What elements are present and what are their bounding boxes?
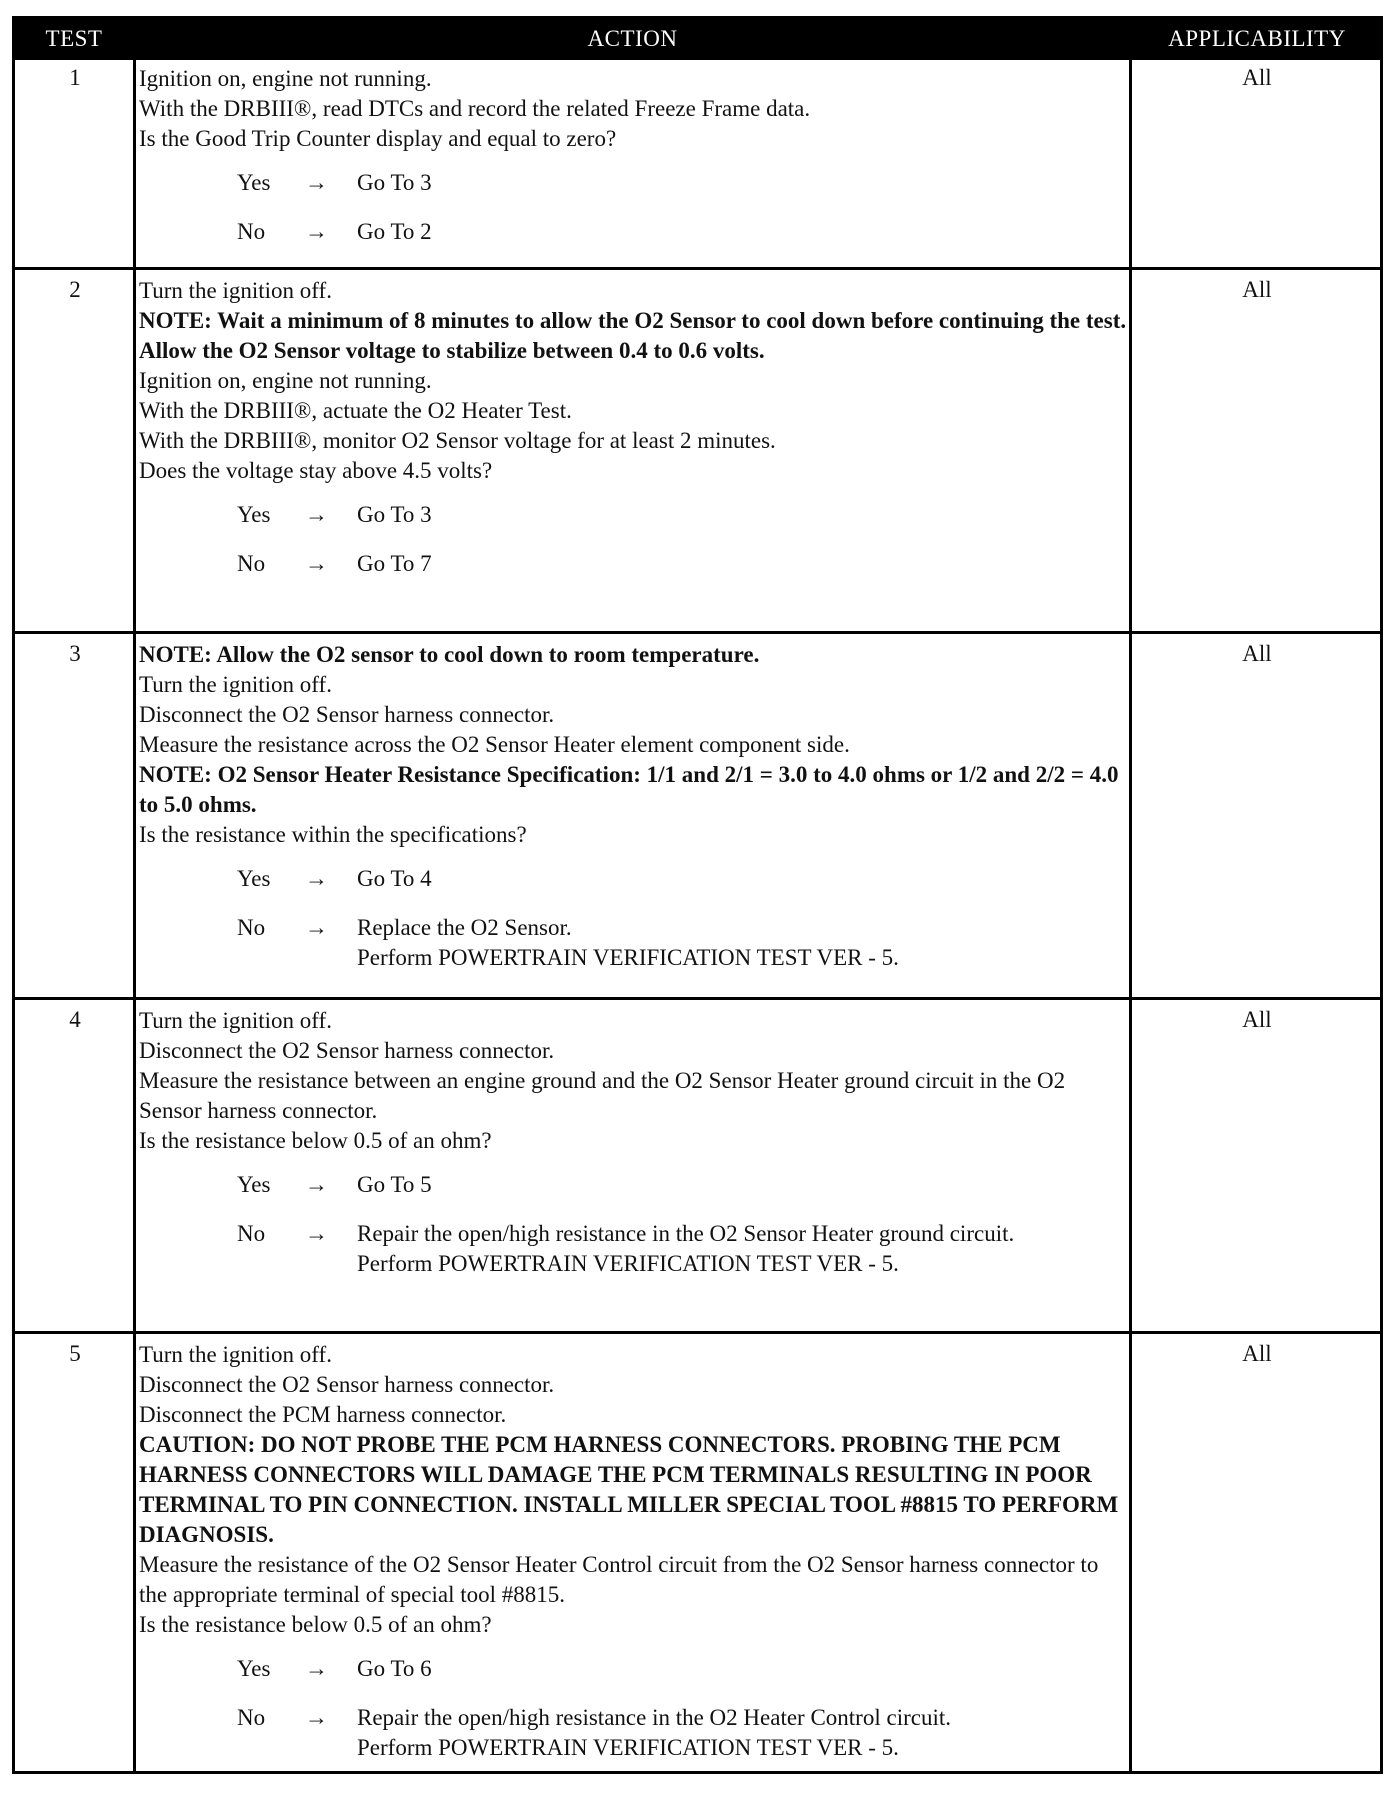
table-header (15, 19, 1380, 60)
branch-yes: Yes → Go To 3 (139, 154, 1129, 203)
step-line: Turn the ignition off. (139, 1008, 332, 1033)
step-line: Is the Good Trip Counter display and equal to zero? (139, 126, 617, 151)
note-line: NOTE: Allow the O2 sensor to cool down to room temperature. (139, 642, 760, 667)
step-line: Does the voltage stay above 4.5 volts? (139, 458, 493, 483)
branch-no: No → Go To 7 (139, 535, 1129, 584)
branch-no: No → Repair the open/high resistance in the O2 Sensor Heater ground circuit. Perform POWERTRAIN VERIFICATION TEST VER - 5. (237, 1221, 1015, 1276)
arrow-right-icon: → (305, 1172, 328, 1197)
test-action (139, 64, 1129, 252)
branch-no: No → Go To 2 (139, 203, 1129, 252)
step-line: Disconnect the PCM harness connector. (139, 1402, 507, 1427)
applicability: All (1242, 65, 1272, 90)
step-line: Is the resistance within the specifications? (139, 822, 527, 847)
test-number: 4 (69, 1007, 81, 1032)
arrow-right-icon: → (305, 551, 328, 576)
applicability: All (1242, 1007, 1272, 1032)
header-action: ACTION (587, 26, 678, 51)
row-divider (15, 631, 1380, 634)
branch-no: No → Repair the open/high resistance in the O2 Heater Control circuit. Perform POWERTRAIN VERIFICATION TEST VER - 5. (237, 1705, 951, 1760)
row-divider (15, 267, 1380, 270)
step-line: With the DRBIII®, monitor O2 Sensor voltage for at least 2 minutes. (139, 428, 776, 453)
arrow-right-icon: → (305, 1221, 328, 1246)
branch-yes: Yes → Go To 6 (139, 1640, 1129, 1689)
arrow-right-icon: → (305, 219, 328, 244)
step-line: Disconnect the O2 Sensor harness connector. (139, 1038, 555, 1063)
arrow-right-icon: → (305, 866, 328, 891)
step-line: Disconnect the O2 Sensor harness connector. (139, 702, 555, 727)
step-line: Ignition on, engine not running. (139, 66, 432, 91)
caution-line: CAUTION: DO NOT PROBE THE PCM HARNESS CONNECTORS. PROBING THE PCM HARNESS CONNECTORS WILL DAMAGE THE PCM TERMINALS RESULTING IN POOR TERMINAL TO PIN CONNECTION. INSTALL MILLER SPECIAL TOOL #8815 TO PERFORM DIAGNOSIS. (139, 1432, 1119, 1547)
step-line: Disconnect the O2 Sensor harness connector. (139, 1372, 555, 1397)
branch-yes: Yes → Go To 5 (139, 1156, 1129, 1205)
row-divider (15, 997, 1380, 1000)
header-applicability: APPLICABILITY (1168, 26, 1346, 51)
step-line: Turn the ignition off. (139, 1342, 332, 1367)
diagnostic-table (12, 16, 1383, 1774)
applicability: All (1242, 641, 1272, 666)
test-number: 1 (69, 65, 81, 90)
test-number: 2 (69, 277, 81, 302)
applicability: All (1242, 1341, 1272, 1366)
step-line: With the DRBIII®, actuate the O2 Heater Test. (139, 398, 572, 423)
test-action (139, 276, 1129, 584)
branch-yes: Yes → Go To 4 (139, 850, 1129, 899)
test-action (139, 1340, 1129, 1769)
step-line: Is the resistance below 0.5 of an ohm? (139, 1128, 492, 1153)
step-line: Measure the resistance across the O2 Sensor Heater element component side. (139, 732, 850, 757)
branch-no: No → Replace the O2 Sensor. Perform POWERTRAIN VERIFICATION TEST VER - 5. (237, 915, 899, 970)
note-line: NOTE: O2 Sensor Heater Resistance Specification: 1/1 and 2/1 = 3.0 to 4.0 ohms or 1/2 and 2/2 = 4.0 to 5.0 ohms. (139, 762, 1119, 817)
test-number: 5 (69, 1341, 81, 1366)
step-line: Is the resistance below 0.5 of an ohm? (139, 1612, 492, 1637)
header-test: TEST (45, 26, 103, 51)
applicability: All (1242, 277, 1272, 302)
arrow-right-icon: → (305, 915, 328, 940)
step-line: With the DRBIII®, read DTCs and record the related Freeze Frame data. (139, 96, 811, 121)
arrow-right-icon: → (305, 1656, 328, 1681)
arrow-right-icon: → (305, 502, 328, 527)
note-line: NOTE: Wait a minimum of 8 minutes to allow the O2 Sensor to cool down before continuing the test. Allow the O2 Sensor voltage to stabilize between 0.4 to 0.6 volts. (139, 308, 1127, 363)
branch-yes: Yes → Go To 3 (139, 486, 1129, 535)
step-line: Measure the resistance of the O2 Sensor Heater Control circuit from the O2 Sensor harness connector to the appropriate terminal of special tool #8815. (139, 1552, 1099, 1607)
test-number: 3 (69, 641, 81, 666)
step-line: Turn the ignition off. (139, 278, 332, 303)
arrow-right-icon: → (305, 1705, 328, 1730)
step-line: Ignition on, engine not running. (139, 368, 432, 393)
test-action (139, 1006, 1129, 1315)
test-action (139, 640, 1129, 979)
step-line: Measure the resistance between an engine ground and the O2 Sensor Heater ground circuit in the O2 Sensor harness connector. (139, 1068, 1066, 1123)
arrow-right-icon: → (305, 170, 328, 195)
step-line: Turn the ignition off. (139, 672, 332, 697)
row-divider (15, 1331, 1380, 1334)
